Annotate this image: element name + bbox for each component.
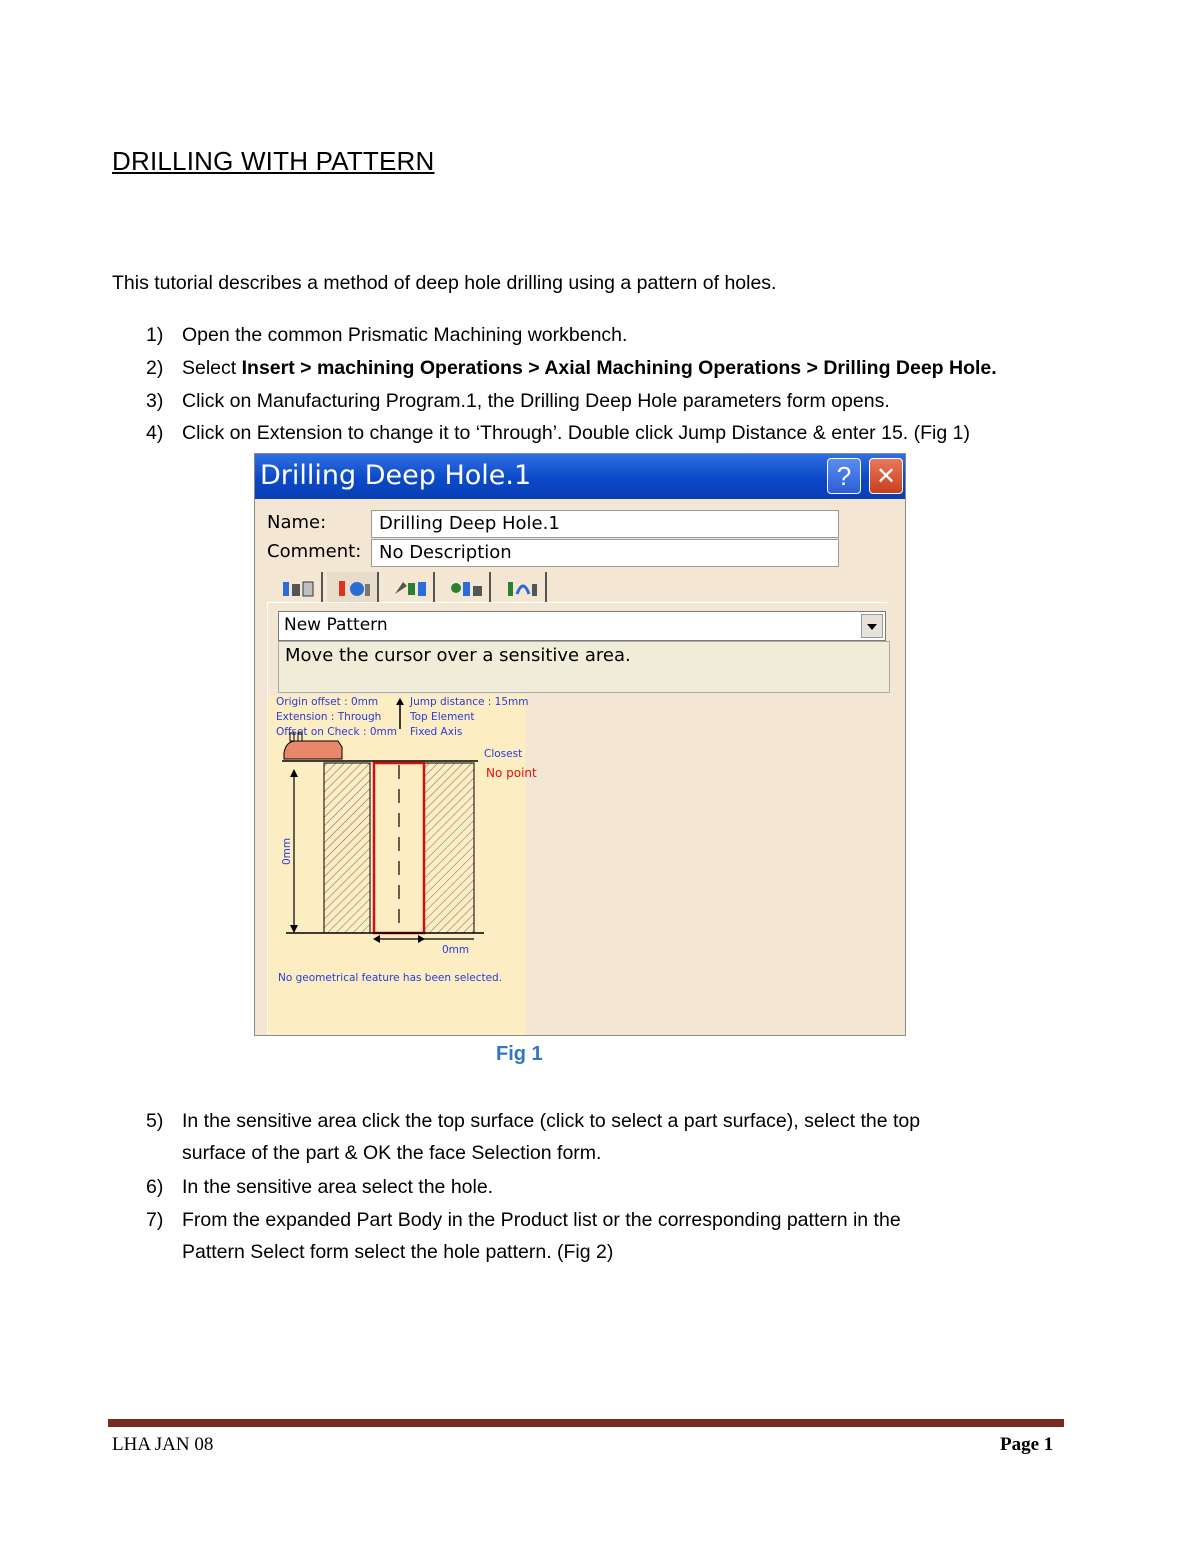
tab-geometry[interactable]: [327, 572, 379, 602]
footer-rule: [108, 1419, 1064, 1427]
footer-left: LHA JAN 08: [112, 1434, 214, 1455]
drill-diagram: [268, 695, 526, 995]
dialog-titlebar: [255, 454, 905, 499]
diameter-value[interactable]: 0mm: [442, 944, 470, 956]
pattern-select[interactable]: [278, 611, 886, 641]
figure-caption: Fig 1: [496, 1043, 543, 1065]
origin-offset-label[interactable]: Origin offset : 0mm: [276, 696, 379, 708]
page-number: Page 1: [1000, 1434, 1054, 1455]
comment-label: Comment:: [267, 541, 362, 562]
closest-label[interactable]: Closest: [484, 748, 523, 760]
part-wall-right: [424, 763, 474, 933]
page-title: DRILLING WITH PATTERN: [112, 146, 435, 176]
part-wall-left: [324, 763, 370, 933]
name-label: Name:: [267, 512, 327, 533]
step-2: 2) Select Insert > machining Operations > Axial Machining Operations > Drilling Deep Hole.: [146, 357, 997, 379]
sensitive-area[interactable]: [268, 695, 537, 1035]
intro-text: This tutorial describes a method of deep hole drilling using a pattern of holes.: [112, 272, 777, 294]
depth-value[interactable]: 0mm: [281, 837, 293, 865]
step-7: 7) From the expanded Part Body in the Product list or the corresponding pattern in the Pattern Select form select the hole pattern. (Fig 2): [146, 1209, 901, 1263]
feedrate-icon: [449, 578, 483, 598]
dialog-title: Drilling Deep Hole.1: [260, 460, 532, 491]
strategy-panel: [267, 602, 887, 1034]
tab-macro[interactable]: [495, 572, 547, 602]
macro-icon: [505, 578, 539, 598]
geometry-icon: [337, 578, 371, 598]
tab-feedrate[interactable]: [439, 572, 491, 602]
comment-field[interactable]: No Description: [371, 539, 839, 567]
drilling-dialog: [254, 453, 906, 1036]
help-button[interactable]: ?: [827, 458, 861, 494]
strategy-icon: [281, 578, 315, 598]
top-element-shape: [284, 741, 342, 759]
no-feature-text: No geometrical feature has been selected.: [278, 972, 503, 984]
step-5: 5) In the sensitive area click the top surface (click to select a part surface), select the top surface of the part & OK the face Selection form.: [146, 1110, 921, 1164]
step-3: 3) Click on Manufacturing Program.1, the Drilling Deep Hole parameters form opens.: [146, 390, 890, 412]
pattern-select-value: New Pattern: [284, 615, 388, 635]
tab-strategy[interactable]: [271, 572, 323, 602]
extension-label[interactable]: Extension : Through: [276, 711, 382, 723]
tool-icon: [393, 578, 427, 598]
chevron-down-icon[interactable]: [861, 614, 883, 638]
top-element-label[interactable]: Top Element: [410, 711, 475, 723]
tab-tool[interactable]: [383, 572, 435, 602]
jump-distance-label[interactable]: Jump distance : 15mm: [410, 696, 529, 708]
name-field[interactable]: Drilling Deep Hole.1: [371, 510, 839, 538]
no-point-label[interactable]: No point: [486, 766, 537, 780]
offset-on-check-label[interactable]: Offset on Check : 0mm: [276, 726, 397, 738]
step-4: 4) Click on Extension to change it to ‘Through’. Double click Jump Distance & enter 15. (Fig 1): [146, 422, 970, 444]
message-box: Move the cursor over a sensitive area.: [278, 641, 890, 693]
fixed-axis-label[interactable]: Fixed Axis: [410, 726, 463, 738]
step-6: 6) In the sensitive area select the hole.: [146, 1176, 494, 1198]
close-button[interactable]: ✕: [869, 458, 903, 494]
step-1: 1) Open the common Prismatic Machining workbench.: [146, 324, 628, 346]
